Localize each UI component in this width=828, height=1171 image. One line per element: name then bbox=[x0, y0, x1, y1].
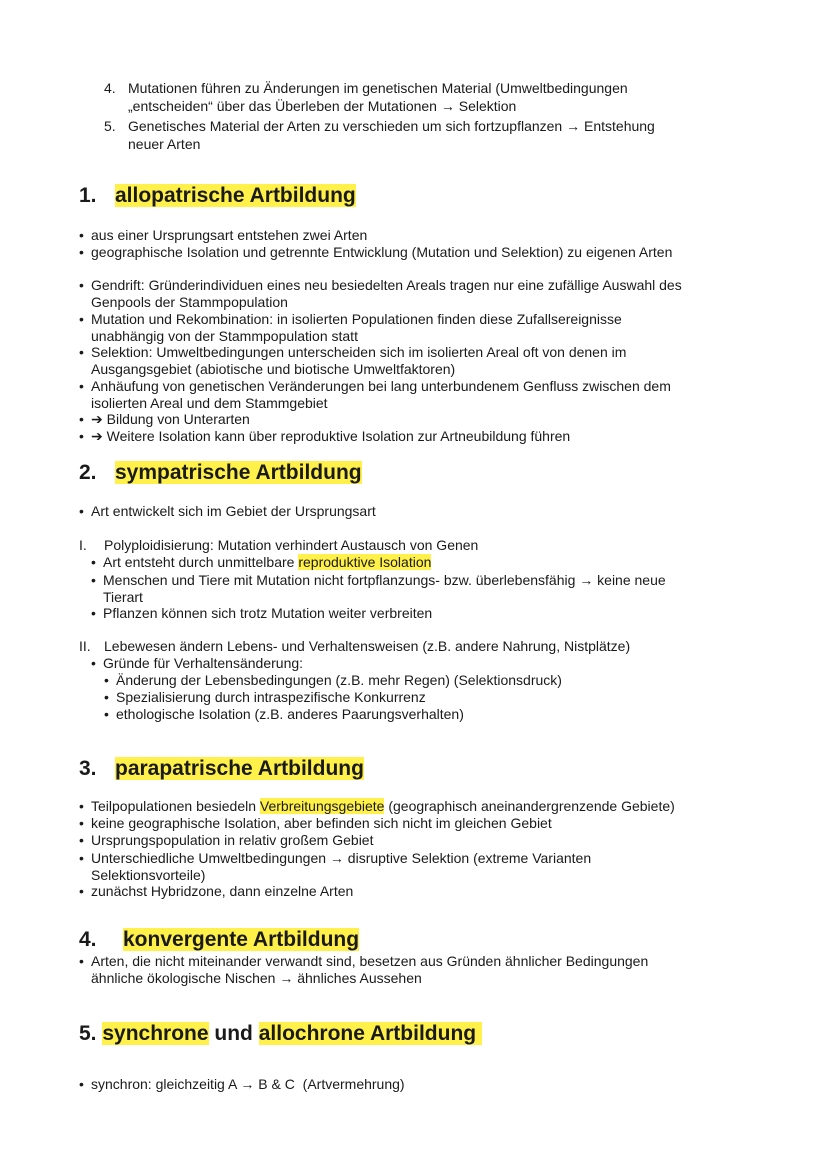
bullet-text: Ursprungspopulation in relativ großem Gebiet bbox=[91, 832, 374, 848]
bullet-text-line: Ausgangsgebiet (abiotische und biotische Umweltfaktoren) bbox=[91, 361, 456, 377]
bullet-text-line: Arten, die nicht miteinander verwandt sind, besetzen aus Gründen ähnlicher Bedingungen bbox=[91, 953, 649, 969]
roman-text: Polyploidisierung: Mutation verhindert Austausch von Genen bbox=[104, 537, 479, 553]
heading-title: allopatrische Artbildung bbox=[115, 184, 356, 207]
bullet-text-line: Unterschiedliche Umweltbedingungen → disruptive Selektion (extreme Varianten bbox=[91, 850, 592, 866]
bullet-text-line: Selektion: Umweltbedingungen unterscheiden sich im isolierten Areal oft von denen im bbox=[91, 344, 627, 360]
document-page: 4. Mutationen führen zu Änderungen im genetischen Material (Umweltbedingungen „entscheiden“ über das Überleben der Mutationen → Selektion 5. Genetisches Material der Arten zu verschieden um sich fortzupflanzen → Entstehung neuer Arten 1. allopatrische Artbildung • aus einer Ursprungsart entstehen zwei Arten • geographische Isolation und getrennte Entwicklung (Mutation und Selektion) zu eigenen Arten • Gendrift: Gründerindividuen eines neu besiedelten Areals tragen nur eine zufällige Auswahl des Genpools der Stammpopulation • Mutation und Rekombination: in isolierten Populationen finden diese Zufallsereignisse unabhängig von der Stammpopulation statt • Selektion: Umweltbedingungen unterscheiden sich im isolierten Areal oft von denen im Ausgangsgebiet (abiotische und biotische Umweltfaktoren) • Anhäufung von genetischen Veränderungen bei lang unterbundenem Genfluss zwischen dem isolierten Areal und dem Stammgebiet • ➔ Bildung von Unterarten • ➔ Weitere Isolation kann über reproduktive Isolation zur Artneubildung führen 2. sympatrische Artbildung • Art entwickelt sich im Gebiet der Ursprungsart I. Polyploidisierung: Mutation verhindert Austausch von Genen • Art entsteht durch unmittelbare reproduktive Isolation • Menschen und Tiere mit Mutation nicht fortpflanzungs- bzw. überlebensfähig → keine neue Tierart • Pflanzen können sich trotz Mutation weiter verbreiten II. Lebewesen ändern Lebens- und Verhaltensweisen (z.B. andere Nahrung, Nistplätze) • Gründe für Verhaltensänderung: • Änderung der Lebensbedingungen (z.B. mehr Regen) (Selektionsdruck) • Spezialisierung durch intraspezifische Konkurrenz • ethologische Isolation (z.B. anderes Paarungsverhalten) 3. parapatrische Artbildung • Teilpopulationen besiedeln Verbreitungsgebiete (geographisch aneinandergrenzende Gebiete) • keine geographische Isolation, aber befinden sich nicht im gleichen Gebiet • Ursprungspopulation in relativ großem Gebiet • Unterschiedliche Umweltbedingungen → disruptive Selektion (extreme Varianten Selektionsvorteile) • zunächst Hybridzone, dann einzelne Arten 4. konvergente Artbildung • Arten, die nicht miteinander verwandt sind, besetzen aus Gründen ähnlicher Bedingungen ähnliche ökologische Nischen → ähnliches Aussehen 5. synchrone und allochrone Artbildung • synchron: gleichzeitig A → B & C (Artvermehrung) bbox=[0, 0, 828, 1171]
bullet-text: synchron: gleichzeitig A → B & C (Artvermehrung) bbox=[91, 1076, 405, 1092]
heading-number: 5. bbox=[79, 1022, 97, 1045]
bullet-text-line: Anhäufung von genetischen Veränderungen bei lang unterbundenem Genfluss zwischen dem bbox=[91, 378, 671, 394]
bullet-text: ➔ Weitere Isolation kann über reproduktive Isolation zur Artneubildung führen bbox=[91, 428, 571, 444]
bullet-text: Art entwickelt sich im Gebiet der Ursprungsart bbox=[91, 503, 376, 519]
section-1-heading bbox=[79, 183, 356, 209]
sub-bullet-text-line: Menschen und Tiere mit Mutation nicht fortpflanzungs- bzw. überlebensfähig → keine neue bbox=[103, 572, 666, 588]
list-text-line: Mutationen führen zu Änderungen im genetischen Material (Umweltbedingungen bbox=[128, 80, 628, 96]
list-number: 4. bbox=[104, 80, 116, 96]
heading-number: 4. bbox=[79, 928, 97, 951]
heading-number: 2. bbox=[79, 461, 97, 484]
sub-bullet-text-line: Tierart bbox=[103, 589, 143, 605]
bullet-text-line: isolierten Areal und dem Stammgebiet bbox=[91, 395, 328, 411]
heading-title: parapatrische Artbildung bbox=[115, 757, 364, 780]
list-number: 5. bbox=[104, 118, 116, 134]
bullet-text-line: Genpools der Stammpopulation bbox=[91, 294, 288, 310]
sub-bullet-text: Pflanzen können sich trotz Mutation weiter verbreiten bbox=[103, 605, 433, 621]
sub-sub-bullet-text: ethologische Isolation (z.B. anderes Paarungsverhalten) bbox=[116, 706, 464, 722]
sub-sub-bullet-text: Spezialisierung durch intraspezifische Konkurrenz bbox=[116, 689, 426, 705]
section-4-heading bbox=[79, 927, 359, 953]
heading-highlight-allochrone: allochrone Artbildung bbox=[259, 1022, 482, 1045]
roman-text: Lebewesen ändern Lebens- und Verhaltensweisen (z.B. andere Nahrung, Nistplätze) bbox=[104, 638, 631, 654]
bullet-text: geographische Isolation und getrennte Entwicklung (Mutation und Selektion) zu eigenen Arten bbox=[91, 244, 673, 260]
sub-sub-bullet-text: Änderung der Lebensbedingungen (z.B. mehr Regen) (Selektionsdruck) bbox=[116, 672, 562, 688]
sub-bullet-text: Art entsteht durch unmittelbare bbox=[103, 554, 299, 570]
section-3-heading bbox=[79, 756, 364, 782]
heading-number: 1. bbox=[79, 184, 97, 207]
heading-connector: und bbox=[208, 1022, 259, 1045]
section-5-heading bbox=[79, 1021, 482, 1047]
highlighted-term: reproduktive Isolation bbox=[298, 554, 432, 570]
list-text-line: Genetisches Material der Arten zu verschieden um sich fortzupflanzen → Entstehung bbox=[128, 118, 655, 134]
bullet-text-line: ähnliche ökologische Nischen → ähnliches Aussehen bbox=[91, 970, 422, 986]
bullet-text: (geographisch aneinandergrenzende Gebiete) bbox=[384, 798, 675, 814]
bullet-text: keine geographische Isolation, aber befinden sich nicht im gleichen Gebiet bbox=[91, 815, 552, 831]
heading-number: 3. bbox=[79, 757, 97, 780]
heading-highlight-synchrone: synchrone bbox=[102, 1022, 209, 1045]
bullet-text: aus einer Ursprungsart entstehen zwei Arten bbox=[91, 227, 368, 243]
bullet-text-line: Mutation und Rekombination: in isolierten Populationen finden diese Zufallsereignisse bbox=[91, 311, 622, 327]
list-text-line: neuer Arten bbox=[128, 136, 201, 152]
bullet-text: zunächst Hybridzone, dann einzelne Arten bbox=[91, 883, 354, 899]
heading-title: sympatrische Artbildung bbox=[115, 461, 362, 484]
highlighted-term: Verbreitungsgebiete bbox=[259, 798, 385, 814]
section-2-heading bbox=[79, 460, 362, 486]
roman-number: I. bbox=[79, 537, 87, 553]
bullet-text: Teilpopulationen besiedeln bbox=[91, 798, 260, 814]
roman-number: II. bbox=[79, 638, 91, 654]
list-text-line: „entscheiden“ über das Überleben der Mutationen → Selektion bbox=[128, 98, 517, 114]
bullet-text-line: unabhängig von der Stammpopulation statt bbox=[91, 328, 358, 344]
bullet-text-line: Selektionsvorteile) bbox=[91, 867, 206, 883]
bullet-text-line: Gendrift: Gründerindividuen eines neu besiedelten Areals tragen nur eine zufällige Auswahl des bbox=[91, 277, 682, 293]
sub-bullet-text: Gründe für Verhaltensänderung: bbox=[103, 655, 304, 671]
bullet-text: ➔ Bildung von Unterarten bbox=[91, 411, 250, 427]
heading-title: konvergente Artbildung bbox=[123, 928, 360, 951]
